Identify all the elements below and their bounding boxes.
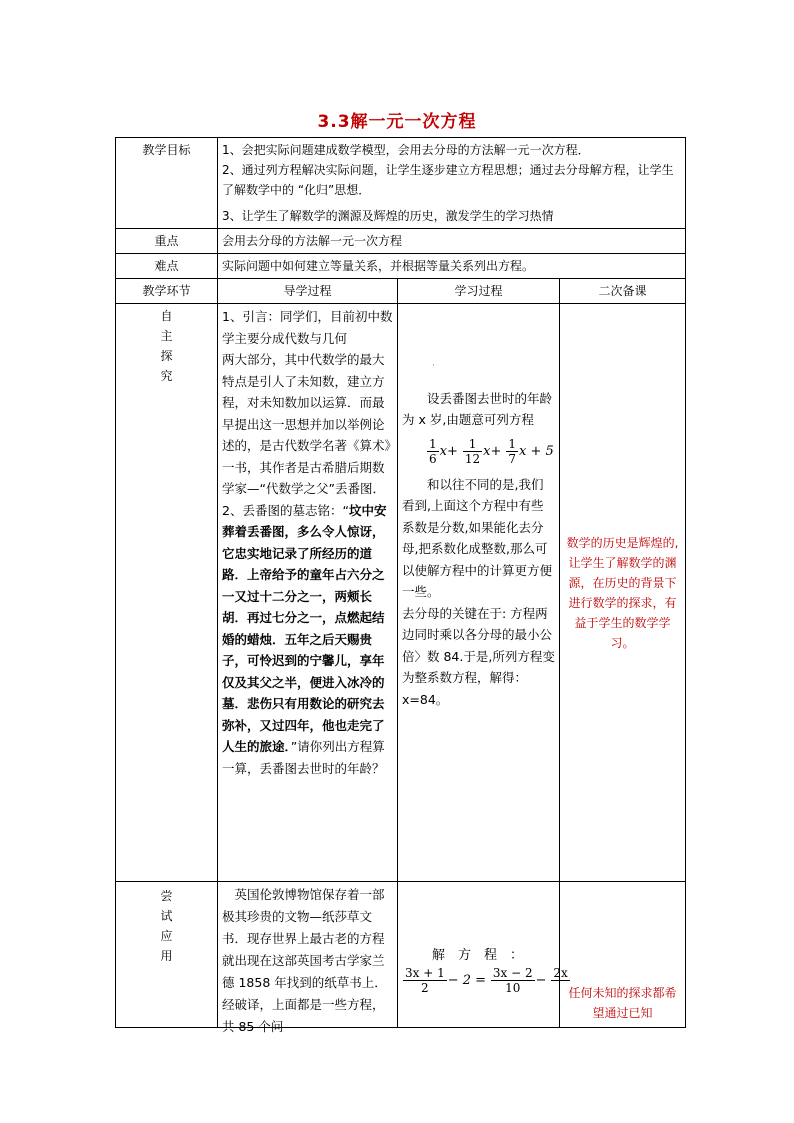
- goal-label: 教学目标: [116, 138, 218, 229]
- stray-dot: ·: [432, 361, 435, 371]
- second-try-text: 任何未知的探求都希望通过已知: [568, 986, 677, 1020]
- fraction: 2x: [553, 966, 568, 980]
- row-key-point: [116, 229, 686, 254]
- goal-2: 2、通过列方程解决实际问题，让学生逐步建立方程思想；通过去分母解方程，让学生了解数学中的 “化归”思想．: [222, 163, 674, 197]
- guide-intro: 1、引言：同学们，目前初中数学主要分成代数与几何: [222, 309, 393, 346]
- equation-1: $\frac{1}{6}$ x+ $\frac{1}{12}$ x+ $\frac{1}{7}$ x + 5: [429, 436, 554, 466]
- guide-epitaph: [222, 500, 393, 780]
- header-guide: 导学过程: [218, 279, 398, 304]
- header-second: 二次备课: [560, 279, 686, 304]
- papyrus-text: 英国伦敦博物馆保存着一部极其珍贵的文物—纸莎草文书．现存世界上最古老的方程就出现在这部英国考古学家兰德 1858 年找到的纸草书上．经破译，上面都是一些方程，共 85 个问: [222, 887, 387, 1034]
- fraction: $\frac{1}{12}$: [464, 436, 481, 466]
- learn-denominator: 和以往不同的是,我们看到,上面这个方程中有些系数是分数,如果能化去分母,把系数化成整数,那么可以使解方程中的计算更方便一些。: [402, 476, 553, 599]
- guide-try-apply: [218, 882, 398, 1034]
- learn-self-explore: [398, 304, 560, 882]
- stage-char: 应: [160, 929, 173, 943]
- fraction: $\frac{3x - 2}{10}$: [492, 966, 533, 995]
- row-difficulty: [116, 254, 686, 279]
- guide-algebra: 两大部分，其中代数学的最大特点是引人了未知数，建立方程，对未知数加以运算．而最早提出这一思想并加以举例论述的，是古代数学名著《算术》一书，其作者是古希腊后期数学家—“代数学之父”丢番图．: [222, 352, 391, 496]
- second-self-explore: 数学的历史是辉煌的,让学生了解数学的渊源，在历史的背景下进行数学的探求，有益于学生的数学学习。: [560, 304, 686, 882]
- goal-content: [218, 138, 686, 229]
- solve-label: 解 方 程 ：: [432, 948, 524, 963]
- fraction: $\frac{1}{7}$: [508, 436, 517, 466]
- stage-try-apply: [116, 882, 218, 1028]
- row-teaching-goal: [116, 138, 686, 229]
- row-self-explore: [116, 304, 686, 882]
- row-headers: [116, 279, 686, 304]
- row-try-apply: [116, 882, 686, 1028]
- learn-try-apply: [398, 882, 568, 1028]
- stage-char: 用: [160, 949, 173, 963]
- stage-char: 探: [160, 349, 173, 363]
- key-label: 重点: [116, 229, 218, 254]
- stage-self-explore: [116, 304, 218, 882]
- epitaph-question: ”请你列出方程算一算，丢番图去世时的年龄？: [222, 739, 385, 776]
- stage-char: 尝: [160, 889, 173, 903]
- epitaph-text: 坟中安葬着丢番图，多么令人惊讶，它忠实地记录了所经历的道路．上帝给予的童年占六分之一又过十二分之一，两颊长胡．再过七分之一，点燃起结婚的蜡烛．五年之后天赐贵子，可怜迟到的宁馨儿，享年仅及其父之半，便进入冰冷的墓．悲伤只有用数论的研究去弥补，又过四年，他也走完了人生的旅途．: [222, 502, 387, 754]
- diff-text: 实际问题中如何建立等量关系，并根据等量关系列出方程。: [218, 254, 686, 279]
- stage-char: 试: [160, 909, 173, 923]
- key-text: 会用去分母的方法解一元一次方程: [218, 229, 686, 254]
- equation-2: $\frac{3x + 1}{2}$ − 2 = $\frac{3x - 2}{10}$ − 2x: [405, 966, 568, 995]
- stage-char: 自: [160, 309, 173, 323]
- goal-1: 1、会把实际问题建成数学模型，会用去分母的方法解一元一次方程．: [222, 143, 590, 157]
- fraction: $\frac{1}{6}$: [429, 436, 437, 466]
- epitaph-intro: 2、丢番图的墓志铭：“: [222, 502, 349, 518]
- fraction: $\frac{3x + 1}{2}$: [405, 966, 445, 995]
- header-learn: 学习过程: [398, 279, 560, 304]
- guide-self-explore: [218, 304, 398, 882]
- goal-3: 3、让学生了解数学的渊源及辉煌的历史，激发学生的学习热情: [222, 209, 554, 223]
- diff-label: 难点: [116, 254, 218, 279]
- lesson-plan-table: [115, 137, 686, 1034]
- page-title: 3.3解一元一次方程: [317, 112, 477, 132]
- learn-lcm: 去分母的关键在于: 方程两边同时乘以各分母的最小公倍〉数 84.于是,所列方程变为整系数方程，解得：x=84。: [402, 605, 555, 707]
- header-stage: 教学环节: [116, 279, 218, 304]
- stage-char: 主: [160, 329, 173, 343]
- second-try-apply: [560, 882, 686, 1028]
- stage-char: 究: [160, 369, 173, 383]
- learn-setup: 设丢番图去世时的年龄为 x 岁,由题意可列方程: [402, 390, 553, 427]
